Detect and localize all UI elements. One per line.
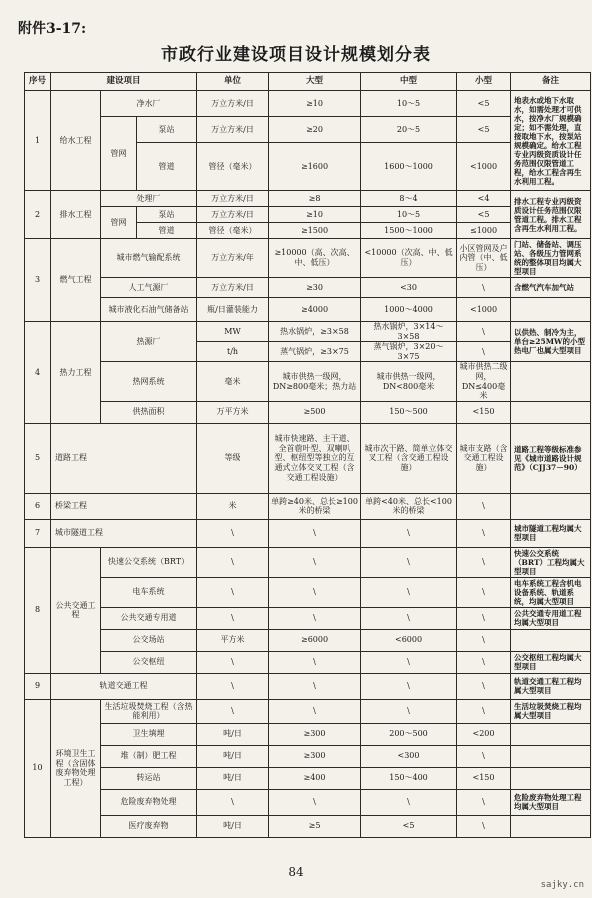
table-row <box>25 362 591 401</box>
unit-cell: 万立方米/日 <box>197 191 269 207</box>
table-row <box>25 423 591 493</box>
unit-cell: \ <box>197 577 269 607</box>
large-cell: ≥8 <box>269 191 361 207</box>
unit-cell: MW <box>197 322 269 342</box>
row-number: 1 <box>25 91 51 191</box>
medium-cell: 1500～1000 <box>361 223 457 239</box>
table-row <box>25 239 591 278</box>
sub-item: 城市液化石油气储备站 <box>101 298 197 322</box>
sub-item: 泵站 <box>137 207 197 223</box>
large-cell: \ <box>269 699 361 723</box>
remark-cell: 生活垃圾焚烧工程均属大型项目 <box>511 699 591 723</box>
table-row <box>25 322 591 342</box>
table-row <box>25 629 591 651</box>
page-number: 84 <box>288 865 304 879</box>
row-number: 7 <box>25 519 51 547</box>
category-cell: 给水工程 <box>51 91 101 191</box>
remark-cell: 城市隧道工程均属大型项目 <box>511 519 591 547</box>
row-number: 8 <box>25 547 51 673</box>
unit-cell: t/h <box>197 342 269 362</box>
sub-item: 城市燃气输配系统 <box>101 239 197 278</box>
small-cell: <200 <box>457 723 511 745</box>
table-row <box>25 519 591 547</box>
unit-cell: 吨/日 <box>197 767 269 789</box>
remark-cell <box>511 745 591 767</box>
remark-cell: 电车系统工程含机电设备系统、轨道系统，均属大型项目 <box>511 577 591 607</box>
remark-cell: 危险废弃物处理工程均属大型项目 <box>511 789 591 815</box>
large-cell: ≥6000 <box>269 629 361 651</box>
medium-cell: 城市次干路、简单立体交叉工程（含交通工程设施） <box>361 423 457 493</box>
row-number: 5 <box>25 423 51 493</box>
remark-cell: 地表水或地下水取水，如需处理才可供水，按净水厂规模确定；如不需处理，直接取地下水，按泵站规模确定。给水工程专业丙级资质设计任务范围仅限管道工程，给水工程含再生水利用工程。 <box>511 91 591 191</box>
unit-cell: 万平方米 <box>197 401 269 423</box>
large-cell: \ <box>269 519 361 547</box>
unit-cell: \ <box>197 607 269 629</box>
medium-cell: 1000～4000 <box>361 298 457 322</box>
sub-item: 转运站 <box>101 767 197 789</box>
medium-cell: 200～500 <box>361 723 457 745</box>
large-cell: ≥10 <box>269 91 361 117</box>
large-cell: ≥10 <box>269 207 361 223</box>
sub-item: 卫生填埋 <box>101 723 197 745</box>
medium-cell: 热水锅炉，3×14～3×58 <box>361 322 457 342</box>
category-cell: 城市隧道工程 <box>51 519 197 547</box>
unit-cell: 管径（毫米） <box>197 223 269 239</box>
sub-item: 管道 <box>137 223 197 239</box>
remark-cell: 门站、储备站、调压站、各级压力管网系统的整体项目均属大型项目 <box>511 239 591 278</box>
unit-cell: 万立方米/日 <box>197 278 269 298</box>
remark-cell <box>511 767 591 789</box>
category-cell: 热力工程 <box>51 322 101 424</box>
large-cell: ≥300 <box>269 745 361 767</box>
medium-cell: \ <box>361 547 457 577</box>
unit-cell: \ <box>197 673 269 699</box>
small-cell: \ <box>457 745 511 767</box>
sub-item: 管道 <box>137 143 197 191</box>
small-cell: \ <box>457 493 511 519</box>
small-cell: 城市供热二级网，DN≤400毫米 <box>457 362 511 401</box>
table-row <box>25 723 591 745</box>
small-cell: <150 <box>457 401 511 423</box>
col-header: 小型 <box>457 73 511 91</box>
sub-item: 医疗废弃物 <box>101 815 197 837</box>
large-cell: \ <box>269 673 361 699</box>
sub-group: 管网 <box>101 117 137 191</box>
scale-classification-table <box>24 72 591 838</box>
category-cell: 燃气工程 <box>51 239 101 322</box>
medium-cell: 20～5 <box>361 117 457 143</box>
small-cell: \ <box>457 519 511 547</box>
row-number: 4 <box>25 322 51 424</box>
remark-cell <box>511 493 591 519</box>
remark-cell: 以供热、制冷为主，单台≥25MW的小型热电厂也属大型项目 <box>511 322 591 362</box>
table-row <box>25 767 591 789</box>
remark-cell: 排水工程专业丙级资质设计任务范围仅限管道工程。排水工程含再生水利用工程。 <box>511 191 591 239</box>
medium-cell: <5 <box>361 815 457 837</box>
large-cell: ≥30 <box>269 278 361 298</box>
remark-cell <box>511 401 591 423</box>
row-number: 3 <box>25 239 51 322</box>
large-cell: ≥300 <box>269 723 361 745</box>
large-cell: ≥500 <box>269 401 361 423</box>
unit-cell: 万立方米/日 <box>197 91 269 117</box>
table-row <box>25 789 591 815</box>
remark-cell: 轨道交通工程工程均属大型项目 <box>511 673 591 699</box>
sub-item: 公交枢纽 <box>101 651 197 673</box>
unit-cell: 毫米 <box>197 362 269 401</box>
large-cell: ≥5 <box>269 815 361 837</box>
remark-cell: 公交枢纽工程均属大型项目 <box>511 651 591 673</box>
medium-cell: \ <box>361 699 457 723</box>
remark-cell: 道路工程等级标准参见《城市道路设计规范》（CJJ37－90） <box>511 423 591 493</box>
sub-item: 热网系统 <box>101 362 197 401</box>
table-row <box>25 607 591 629</box>
unit-cell: 吨/日 <box>197 723 269 745</box>
small-cell: 城市支路（含交通工程设施） <box>457 423 511 493</box>
small-cell: \ <box>457 278 511 298</box>
table-row <box>25 577 591 607</box>
sub-item: 堆（制）肥工程 <box>101 745 197 767</box>
unit-cell: \ <box>197 789 269 815</box>
small-cell: <1000 <box>457 298 511 322</box>
remark-cell <box>511 815 591 837</box>
small-cell: ≤1000 <box>457 223 511 239</box>
medium-cell: 150～500 <box>361 401 457 423</box>
small-cell: <5 <box>457 117 511 143</box>
small-cell: \ <box>457 789 511 815</box>
medium-cell: 城市供热一级网，DN<800毫米 <box>361 362 457 401</box>
unit-cell: 万立方米/年 <box>197 239 269 278</box>
category-cell: 道路工程 <box>51 423 197 493</box>
large-cell: ≥400 <box>269 767 361 789</box>
large-cell: 蒸气锅炉，≥3×75 <box>269 342 361 362</box>
unit-cell: \ <box>197 651 269 673</box>
large-cell: ≥10000（高、次高、中、低压） <box>269 239 361 278</box>
remark-cell <box>511 629 591 651</box>
col-header: 单位 <box>197 73 269 91</box>
unit-cell: \ <box>197 547 269 577</box>
remark-cell: 快速公交系统（BRT）工程均属大型项目 <box>511 547 591 577</box>
medium-cell: <30 <box>361 278 457 298</box>
small-cell: \ <box>457 577 511 607</box>
sub-item: 电车系统 <box>101 577 197 607</box>
small-cell: \ <box>457 651 511 673</box>
unit-cell: 万立方米/日 <box>197 117 269 143</box>
category-cell: 环境卫生工程（含固体废弃物处理工程） <box>51 699 101 837</box>
sub-item: 快速公交系统（BRT） <box>101 547 197 577</box>
small-cell: <1000 <box>457 143 511 191</box>
remark-cell <box>511 362 591 401</box>
small-cell: \ <box>457 815 511 837</box>
remark-cell: 公共交通专用道工程均属大型项目 <box>511 607 591 629</box>
small-cell: \ <box>457 342 511 362</box>
table-row <box>25 673 591 699</box>
medium-cell: 1600～1000 <box>361 143 457 191</box>
sub-item: 公交场站 <box>101 629 197 651</box>
unit-cell: 管径（毫米） <box>197 143 269 191</box>
col-header: 序号 <box>25 73 51 91</box>
large-cell: ≥1500 <box>269 223 361 239</box>
medium-cell: \ <box>361 577 457 607</box>
sub-item: 公共交通专用道 <box>101 607 197 629</box>
row-number: 9 <box>25 673 51 699</box>
table-row <box>25 547 591 577</box>
sub-item: 净水厂 <box>101 91 197 117</box>
table-row <box>25 651 591 673</box>
header-row <box>25 73 591 91</box>
large-cell: ≥1600 <box>269 143 361 191</box>
col-header: 建设项目 <box>51 73 197 91</box>
small-cell: \ <box>457 673 511 699</box>
table-row <box>25 278 591 298</box>
medium-cell: 蒸气锅炉，3×20～3×75 <box>361 342 457 362</box>
col-header: 备注 <box>511 73 591 91</box>
unit-cell: 等级 <box>197 423 269 493</box>
large-cell: 城市供热一级网，DN≥800毫米；热力站 <box>269 362 361 401</box>
small-cell: <5 <box>457 207 511 223</box>
small-cell: <150 <box>457 767 511 789</box>
medium-cell: <10000（次高、中、低压） <box>361 239 457 278</box>
large-cell: \ <box>269 607 361 629</box>
table-row <box>25 493 591 519</box>
medium-cell: 单跨<40米、总长<100米的桥梁 <box>361 493 457 519</box>
medium-cell: 150～400 <box>361 767 457 789</box>
medium-cell: 8～4 <box>361 191 457 207</box>
remark-cell <box>511 723 591 745</box>
col-header: 中型 <box>361 73 457 91</box>
medium-cell: \ <box>361 519 457 547</box>
small-cell: \ <box>457 322 511 342</box>
small-cell: <5 <box>457 91 511 117</box>
sub-item: 热源厂 <box>101 322 197 362</box>
remark-cell: 含燃气汽车加气站 <box>511 278 591 298</box>
small-cell: \ <box>457 699 511 723</box>
small-cell: <4 <box>457 191 511 207</box>
table-row <box>25 117 591 143</box>
table-row <box>25 207 591 223</box>
large-cell: ≥20 <box>269 117 361 143</box>
annex-label: 附件3-17: <box>18 21 87 37</box>
row-number: 6 <box>25 493 51 519</box>
small-cell: \ <box>457 607 511 629</box>
large-cell: 单跨≥40米、总长≥100米的桥梁 <box>269 493 361 519</box>
medium-cell: <6000 <box>361 629 457 651</box>
table-row <box>25 298 591 322</box>
category-cell: 轨道交通工程 <box>51 673 197 699</box>
row-number: 10 <box>25 699 51 837</box>
category-cell: 排水工程 <box>51 191 101 239</box>
unit-cell: \ <box>197 699 269 723</box>
large-cell: 热水锅炉，≥3×58 <box>269 322 361 342</box>
large-cell: \ <box>269 789 361 815</box>
table-row <box>25 815 591 837</box>
page-title: 市政行业建设项目设计规模划分表 <box>161 45 431 65</box>
table-row <box>25 191 591 207</box>
large-cell: \ <box>269 577 361 607</box>
sub-item: 生活垃圾焚烧工程（含热能利用） <box>101 699 197 723</box>
small-cell: \ <box>457 547 511 577</box>
unit-cell: 吨/日 <box>197 815 269 837</box>
small-cell: \ <box>457 629 511 651</box>
unit-cell: 瓶/日灌装能力 <box>197 298 269 322</box>
unit-cell: 米 <box>197 493 269 519</box>
table-row <box>25 699 591 723</box>
watermark: sajky.cn <box>540 880 584 890</box>
category-cell: 桥梁工程 <box>51 493 197 519</box>
sub-item: 危险废弃物处理 <box>101 789 197 815</box>
large-cell: 城市快速路、主干道、全首蓿叶型、双喇叭型、枢纽型等独立的互通式立体交叉工程（含交通工程设施） <box>269 423 361 493</box>
sub-item: 人工气源厂 <box>101 278 197 298</box>
medium-cell: 10～5 <box>361 207 457 223</box>
remark-cell <box>511 298 591 322</box>
medium-cell: 10～5 <box>361 91 457 117</box>
sub-group: 管网 <box>101 207 137 239</box>
unit-cell: \ <box>197 519 269 547</box>
row-number: 2 <box>25 191 51 239</box>
medium-cell: <300 <box>361 745 457 767</box>
medium-cell: \ <box>361 789 457 815</box>
large-cell: \ <box>269 651 361 673</box>
unit-cell: 万立方米/日 <box>197 207 269 223</box>
sub-item: 泵站 <box>137 117 197 143</box>
small-cell: 小区管网及户内管（中、低压） <box>457 239 511 278</box>
table-row <box>25 745 591 767</box>
large-cell: ≥4000 <box>269 298 361 322</box>
unit-cell: 平方米 <box>197 629 269 651</box>
table-row <box>25 91 591 117</box>
unit-cell: 吨/日 <box>197 745 269 767</box>
large-cell: \ <box>269 547 361 577</box>
medium-cell: \ <box>361 607 457 629</box>
category-cell: 公共交通工程 <box>51 547 101 673</box>
medium-cell: \ <box>361 651 457 673</box>
sub-item: 供热面积 <box>101 401 197 423</box>
col-header: 大型 <box>269 73 361 91</box>
table-row <box>25 401 591 423</box>
medium-cell: \ <box>361 673 457 699</box>
sub-item: 处理厂 <box>101 191 197 207</box>
